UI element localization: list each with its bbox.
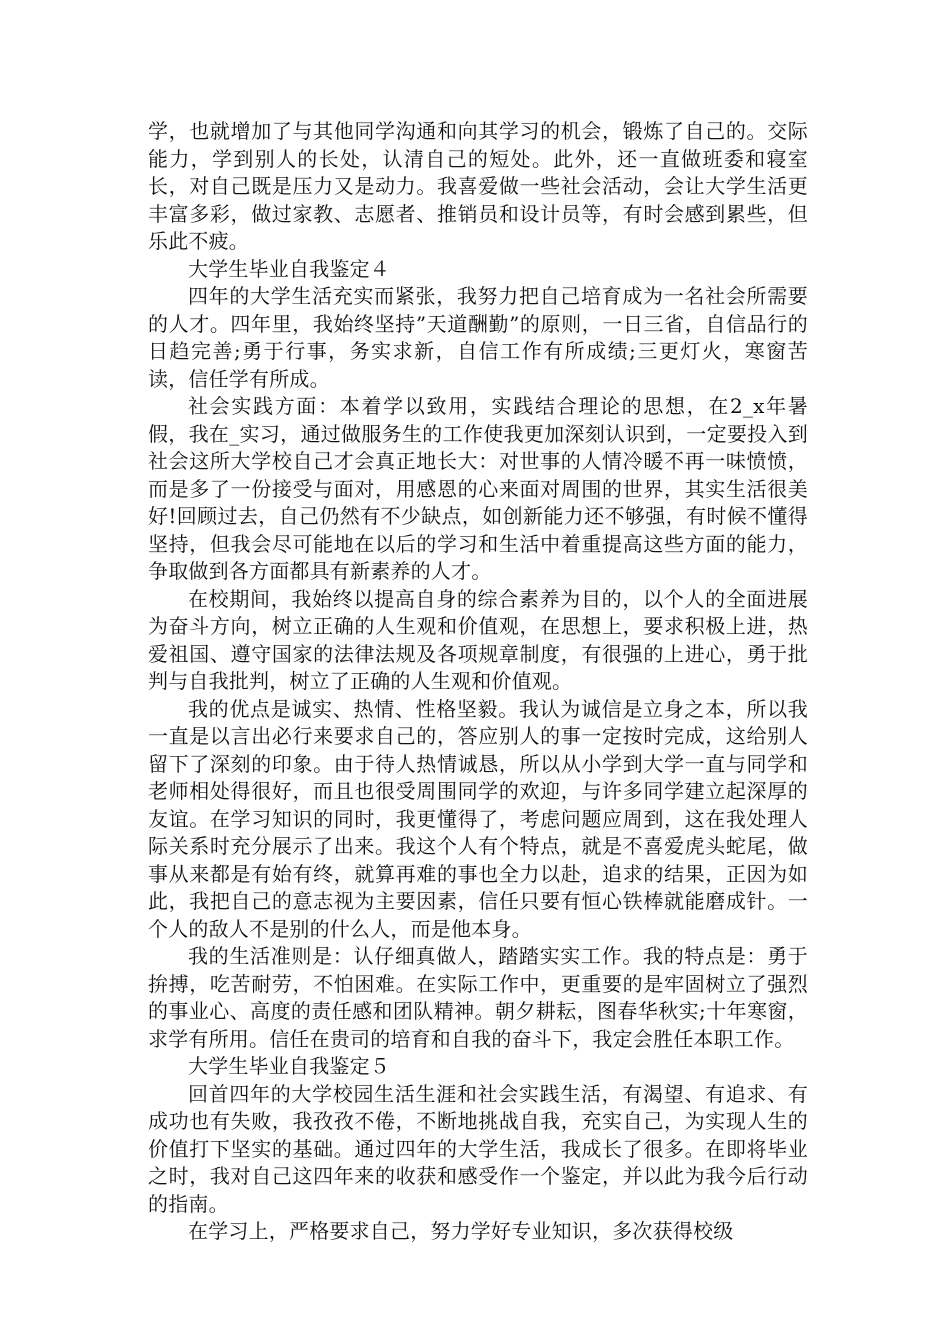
paragraph: 四年的大学生活充实而紧张，我努力把自己培育成为一名社会所需要的人才。四年里，我始终坚持”天道酬勤”的原则，一日三省，自信品行的日趋完善;勇于行事，务实求新，自信工作有所成绩;三更灯火，寒窗苦读，信任学有所成。: [148, 284, 808, 391]
section-heading-4: 大学生毕业自我鉴定４: [188, 256, 390, 281]
paragraph: 社会实践方面：本着学以致用，实践结合理论的思想，在2_x年暑假，我在_实习，通过做服务生的工作使我更加深刻认识到，一定要投入到社会这所大学校自己才会真正地长大：对世事的人情冷暖不再一味愤愤，而是多了一份接受与面对，用感恩的心来面对周围的世界，其实生活很美好!回顾过去，自己仍然有不少缺点，如创新能力还不够强，有时候不懂得坚持，但我会尽可能地在以后的学习和生活中着重提高这些方面的能力，争取做到各方面都具有新素养的人才。: [148, 394, 808, 583]
document-page: [148, 118, 808, 1246]
paragraph: 在学习上，严格要求自己，努力学好专业知识，多次获得校级: [188, 1219, 734, 1243]
paragraph: 回首四年的大学校园生活生涯和社会实践生活，有渴望、有追求、有成功也有失败，我孜孜不倦，不断地挑战自我，充实自己，为实现人生的价值打下坚实的基础。通过四年的大学生活，我成长了很多。在即将毕业之时，我对自己这四年来的收获和感受作一个鉴定，并以此为我今后行动的指南。: [148, 1081, 808, 1216]
paragraph-continuation: 学，也就增加了与其他同学沟通和向其学习的机会，锻炼了自己的。交际能力，学到别人的长处，认清自己的短处。此外，还一直做班委和寝室长，对自己既是压力又是动力。我喜爱做一些社会活动，会让大学生活更丰富多彩，做过家教、志愿者、推销员和设计员等，有时会感到累些，但乐此不疲。: [148, 119, 808, 253]
paragraph: 在校期间，我始终以提高自身的综合素养为目的，以个人的全面进展为奋斗方向，树立正确的人生观和价值观，在思想上，要求积极上进，热爱祖国、遵守国家的法律法规及各项规章制度，有很强的上进心，勇于批判与自我批判，树立了正确的人生观和价值观。: [148, 586, 808, 693]
paragraph: 我的优点是诚实、热情、性格坚毅。我认为诚信是立身之本，所以我一直是以言出必行来要求自己的，答应别人的事一定按时完成，这给别人留下了深刻的印象。由于待人热情诚恳，所以从小学到大学一直与同学和老师相处得很好，而且也很受周围同学的欢迎，与许多同学建立起深厚的友谊。在学习知识的同时，我更懂得了，考虑问题应周到，这在我处理人际关系时充分展示了出来。我这个人有个特点，就是不喜爱虎头蛇尾，做事从来都是有始有终，就算再难的事也全力以赴，追求的结果，正因为如此，我把自己的意志视为主要因素，信任只要有恒心铁棒就能磨成针。一个人的敌人不是别的什么人，而是他本身。: [148, 696, 808, 941]
paragraph: 我的生活准则是：认仔细真做人，踏踏实实工作。我的特点是：勇于拚搏，吃苦耐劳，不怕困难。在实际工作中，更重要的是牢固树立了强烈的事业心、高度的责任感和团队精神。朝夕耕耘，图春华秋实;十年寒窗，求学有所用。信任在贵司的培育和自我的奋斗下，我定会胜任本职工作。: [148, 944, 808, 1051]
section-heading-5: 大学生毕业自我鉴定５: [188, 1054, 390, 1078]
